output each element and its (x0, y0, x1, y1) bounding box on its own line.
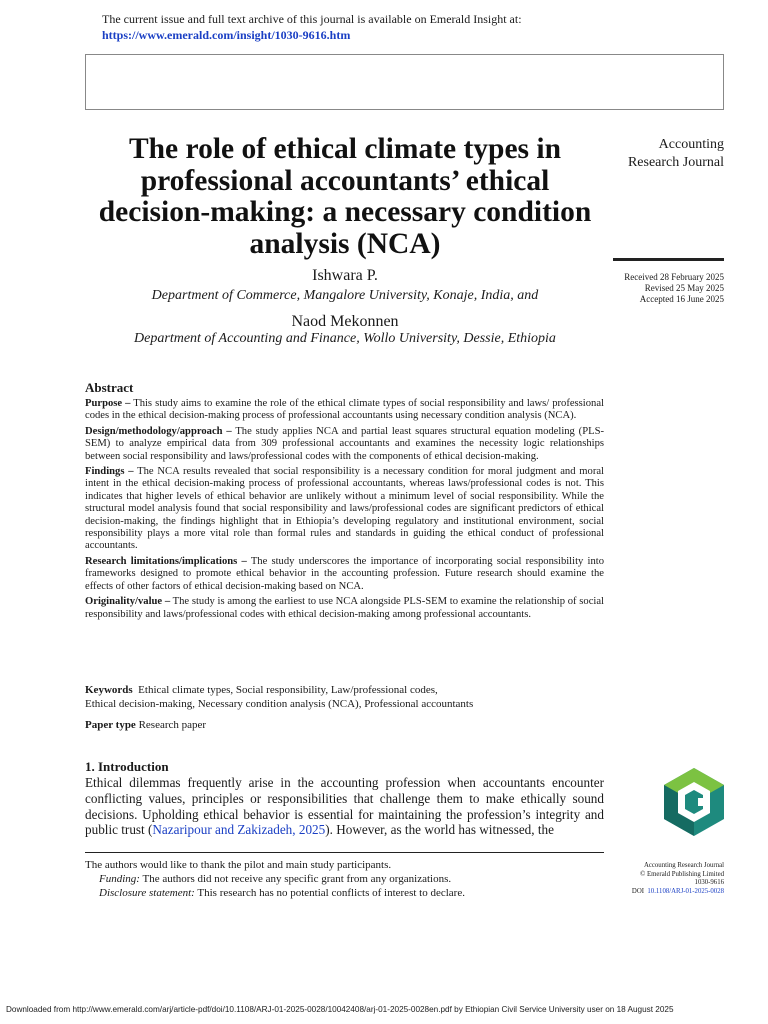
abstract-purpose (85, 398, 604, 423)
doi-label: DOI (631, 887, 644, 895)
publication-meta (632, 862, 724, 896)
keywords-line (85, 683, 604, 697)
section-heading: 1. Introduction (85, 759, 169, 774)
received-date: Received 28 February 2025 (624, 272, 724, 282)
intro-paragraph (85, 775, 604, 838)
footnote (85, 858, 604, 900)
author-affiliation: Department of Accounting and Finance, Wollo University, Dessie, Ethiopia (134, 331, 556, 346)
footnote-divider (85, 852, 604, 853)
intro-text: ). However, as the world has witnessed, the (325, 822, 554, 838)
disclosure-statement (85, 886, 604, 900)
download-watermark: Downloaded from http://www.emerald.com/arj/article-pdf/doi/10.1108/ARJ-01-2025-0028/10042408/arj-01-2025-0028en.pdf by Ethiopian Civil Service University user on 18 August 2025 (6, 1005, 674, 1014)
meta-journal: Accounting Research Journal (643, 862, 724, 869)
citation-link[interactable]: Nazaripour and Zakizadeh, 2025 (152, 822, 326, 838)
abstract-findings (85, 466, 604, 553)
abstract-section-text: The study is among the earliest to use NCA alongside PLS-SEM to examine the relationship of social responsibility and laws/professional codes with ethical decision-making among professional accountants. (85, 596, 604, 620)
abstract-heading: Abstract (85, 380, 134, 395)
keywords-line: Ethical decision-making, Necessary condition analysis (NCA), Professional accountants (85, 698, 474, 710)
author-affiliation: Department of Commerce, Mangalore University, Konaje, India, and (151, 288, 539, 303)
abstract-section-label: Design/methodology/approach – (85, 425, 232, 437)
abstract-section-label: Originality/value – (85, 596, 171, 608)
abstract-design (85, 426, 604, 463)
meta-issn: 1030-9616 (694, 879, 724, 886)
paper-type-label: Paper type (85, 719, 136, 731)
abstract-section-label: Findings – (85, 466, 134, 478)
emerald-logo-icon (664, 768, 724, 836)
abstract-limitations (85, 556, 604, 593)
keywords (85, 683, 604, 711)
abstract-originality (85, 596, 604, 621)
journal-name-line: Accounting (658, 137, 724, 152)
meta-publisher: © Emerald Publishing Limited (640, 870, 724, 878)
abstract-section-label: Research limitations/implications – (85, 555, 247, 567)
access-notice-box (85, 54, 724, 110)
funding-text: The authors did not receive any specific grant from any organizations. (142, 873, 452, 885)
journal-name-line: Research Journal (627, 155, 724, 170)
keywords-label: Keywords (85, 684, 133, 696)
author-name: Ishwara P. (312, 267, 378, 284)
journal-archive-link[interactable]: https://www.emerald.com/insight/1030-9616.htm (102, 28, 351, 42)
disclosure-label: Disclosure statement: (99, 887, 195, 899)
abstract-section-text: The study underscores the importance of incorporating social responsibility into frameworks designed to promote ethical behavior in the accounting profession. Future research should examine the effects of other factors of ethical decision-making based on NCA. (85, 555, 604, 592)
access-notice-text: The current issue and full text archive of this journal is available on Emerald Insight at: (102, 12, 522, 26)
disclosure-text: This research has no potential conflicts of interest to declare. (197, 887, 465, 899)
abstract-section-label: Purpose – (85, 398, 131, 409)
abstract-section-text: The NCA results revealed that social responsibility is a necessary condition for moral judgment and moral intent in the ethical decision-making process of professional accountants, whereas laws/professional codes is not. This indicates that higher levels of ethical behavior are unlikely without a minimum level of social responsibility. While the structural model analysis found that social responsibility and laws/professional codes are significant predictors of ethical decision-making, the findings highlight that in Ethiopia’s developing regulatory and institutional environment, social responsibility plays a more vital role than formal rules and standards in guiding the ethical conduct of professional accountants. (85, 466, 604, 552)
paper-type-value: Research paper (138, 719, 207, 731)
journal-divider (613, 258, 724, 261)
funding-label: Funding: (99, 873, 140, 885)
article-dates (624, 272, 724, 305)
accepted-date: Accepted 16 June 2025 (639, 294, 724, 304)
paper-title: The role of ethical climate types in professional accountants’ ethical decision-making: a necessary condition analysis (NCA) (98, 133, 592, 260)
meta-doi (632, 888, 724, 897)
keywords-text: Ethical climate types, Social responsibility, Law/professional codes, (138, 684, 438, 696)
abstract-body (85, 398, 604, 624)
intro-text: Ethical dilemmas frequently arise in the accounting profession when accountants encounter conflicting values, principles or responsibilities that challenge them to make ethically sound decisions. Upholding ethical behavior is essential for maintaining the profession’s integrity and public trust ( (85, 775, 604, 838)
acknowledgement: The authors would like to thank the pilot and main study participants. (85, 859, 392, 871)
revised-date: Revised 25 May 2025 (644, 283, 724, 293)
author-name: Naod Mekonnen (291, 313, 399, 330)
paper-type (85, 718, 604, 732)
abstract-section-text: This study aims to examine the role of the ethical climate types of social responsibility and laws/ professional codes in the ethical decision-making process of professional accountants using necessary condition analysis (NCA). (85, 398, 604, 422)
funding-statement (85, 872, 604, 886)
doi-link[interactable]: 10.1108/ARJ-01-2025-0028 (647, 887, 724, 895)
abstract-section-text: The study applies NCA and partial least squares structural equation modeling (PLS-SEM) to analyze empirical data from 309 professional accountants and examines the necessity logic relationships between social responsibility and laws/professional codes with the components of ethical decision-making. (85, 425, 604, 462)
journal-name (628, 136, 724, 172)
